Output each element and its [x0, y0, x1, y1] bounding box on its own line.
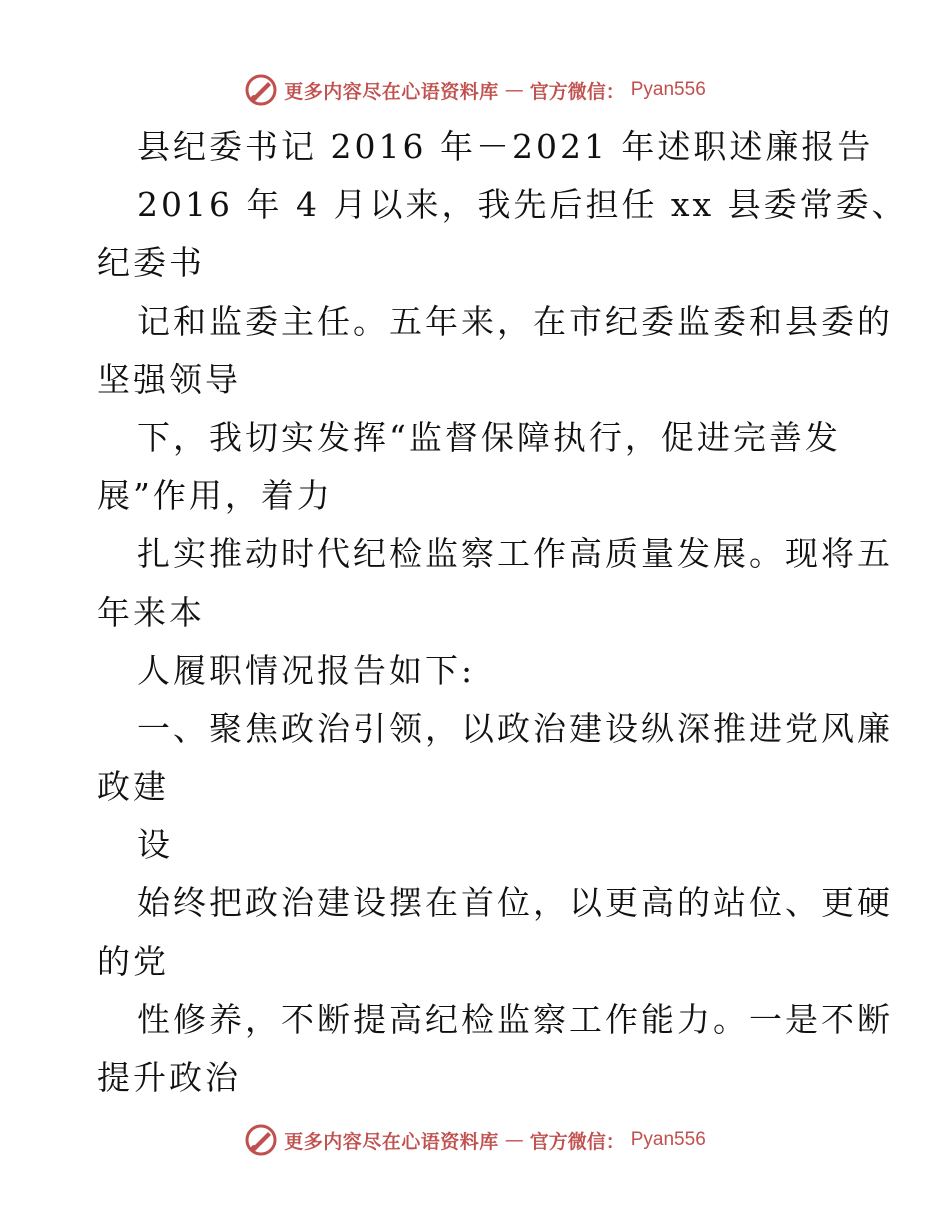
- document-line: 记和监委主任。五年来，在市纪委监委和县委的: [137, 301, 893, 341]
- document-line: 性修养，不断提高纪检监察工作能力。一是不断: [137, 999, 893, 1039]
- document-line: 纪委书: [97, 243, 205, 283]
- watermark-wechat-label: 官方微信：: [529, 1130, 625, 1153]
- document-line: 展”作用，着力: [97, 476, 333, 516]
- document-line: 下，我切实发挥“监督保障执行，促进完善发: [137, 417, 841, 457]
- watermark-text: 更多内容尽在心语资料库: [284, 80, 499, 103]
- watermark-text: 更多内容尽在心语资料库: [284, 1130, 499, 1153]
- document-lines: [97, 118, 908, 1107]
- document-line: 政建: [97, 767, 169, 807]
- watermark-wechat-label: 官方微信：: [529, 80, 625, 103]
- brush-logo-icon: [244, 73, 278, 107]
- document-line: 始终把政治建设摆在首位，以更高的站位、更硬: [137, 883, 893, 923]
- document-line: 年来本: [97, 592, 205, 632]
- document-line: 设: [137, 825, 173, 865]
- document-line: 提升政治: [97, 1058, 241, 1097]
- document-line: 的党: [97, 941, 169, 981]
- document-body: [97, 118, 908, 1107]
- document-line: 一、聚焦政治引领，以政治建设纵深推进党风廉: [137, 708, 893, 748]
- watermark-wechat-id: Pyan556: [630, 1129, 706, 1150]
- document-line: 坚强领导: [97, 359, 241, 399]
- watermark-wechat-id: Pyan556: [630, 79, 706, 100]
- watermark-banner-top: [0, 70, 950, 110]
- document-line: 扎实推动时代纪检监察工作高质量发展。现将五: [137, 534, 893, 574]
- document-line: 人履职情况报告如下:: [137, 650, 476, 690]
- watermark-separator: —: [504, 1129, 524, 1151]
- brush-logo-icon: [244, 1123, 278, 1157]
- document-line: 县纪委书记 2016 年－2021 年述职述廉报告: [137, 127, 874, 166]
- watermark-separator: —: [504, 79, 524, 101]
- document-line: 2016 年 4 月以来，我先后担任 xx 县委常委、: [137, 185, 908, 225]
- watermark-banner-bottom: [0, 1120, 950, 1160]
